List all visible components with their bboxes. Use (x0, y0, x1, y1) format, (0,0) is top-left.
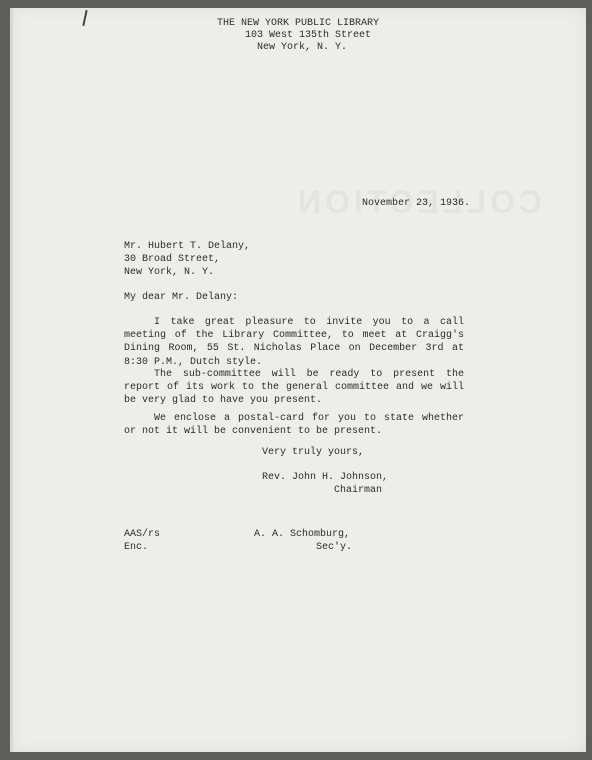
salutation: My dear Mr. Delany: (124, 292, 239, 303)
closing: Very truly yours, (262, 447, 365, 458)
recipient-city: New York, N. Y. (124, 267, 215, 278)
body-paragraph-1: I take great pleasure to invite you to a call meeting of the Library Committee, to meet at Craigg's Dining Room, 55 St. Nicholas Place on December 3rd at 8:30 P.M., Dutch style. (124, 317, 464, 368)
signer-2-title: Sec'y. (316, 542, 353, 553)
body-paragraph-3: We enclose a postal-card for you to state whether or not it will be convenient to be present. (124, 413, 464, 438)
letter-date: November 23, 1936. (362, 198, 471, 209)
letterhead-line-2: 103 West 135th Street (244, 30, 372, 41)
page-edge (10, 8, 13, 752)
signer-2-name: A. A. Schomburg, (254, 529, 351, 540)
signer-1-name: Rev. John H. Johnson, (262, 472, 389, 483)
letter-page (10, 8, 586, 752)
signer-1-title: Chairman (334, 485, 383, 496)
recipient-name: Mr. Hubert T. Delany, (124, 241, 251, 252)
letterhead-line-3: New York, N. Y. (256, 42, 347, 53)
body-paragraph-2: The sub-committee will be ready to present the report of its work to the general committee and we will be very glad to have you present. (124, 369, 464, 407)
letterhead-line-1: THE NEW YORK PUBLIC LIBRARY (216, 18, 380, 29)
recipient-street: 30 Broad Street, (124, 254, 221, 265)
enclosure-note: Enc. (124, 542, 149, 553)
reference-initials: AAS/rs (124, 529, 161, 540)
